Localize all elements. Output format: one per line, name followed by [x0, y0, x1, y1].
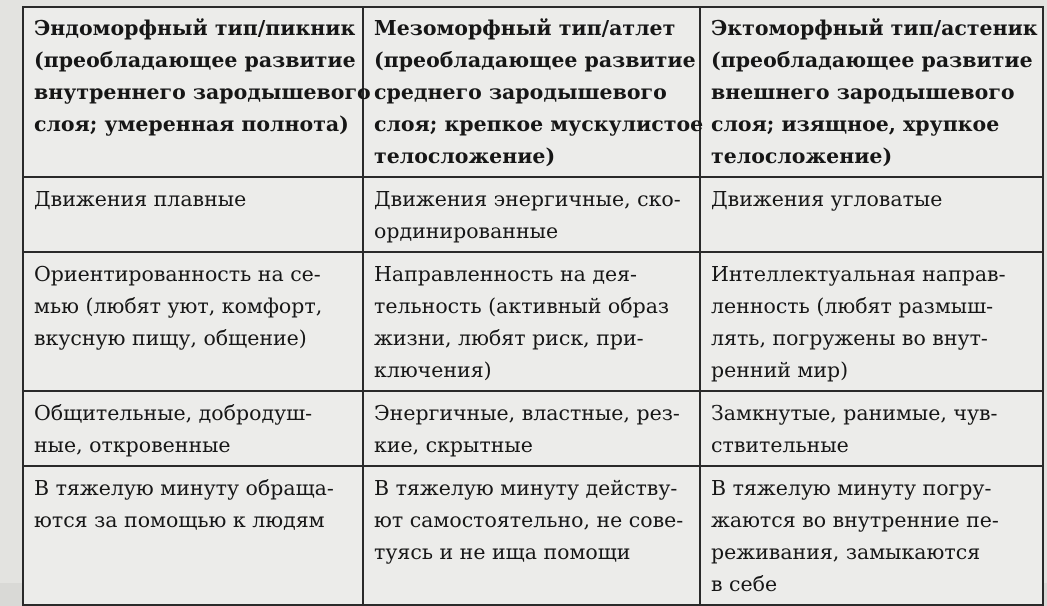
cell-line: Направленность на дея-	[374, 262, 637, 286]
table-row	[23, 252, 1043, 391]
cell-line: ются за помощью к людям	[34, 508, 325, 532]
table-cell	[700, 466, 1043, 605]
header-line: Эктоморфный тип/астеник	[711, 16, 1038, 40]
cell-line: Ориентированность на се-	[34, 262, 321, 286]
cell-line: реживания, замыкаются	[711, 540, 981, 564]
cell-line: ные, откровенные	[34, 433, 231, 457]
table-row	[23, 177, 1043, 252]
table-cell	[363, 177, 700, 252]
header-line: Мезоморфный тип/атлет	[374, 16, 676, 40]
cell-line: Движения энергичные, ско-	[374, 187, 681, 211]
header-line: (преобладающее развитие	[374, 48, 696, 72]
table-cell	[363, 466, 700, 605]
table-cell	[700, 391, 1043, 466]
table-cell	[23, 466, 363, 605]
cell-line: тельность (активный образ	[374, 294, 670, 318]
table-cell	[23, 391, 363, 466]
cell-line: кие, скрытные	[374, 433, 533, 457]
header-line: телосложение)	[374, 144, 556, 168]
cell-line: жизни, любят риск, при-	[374, 326, 644, 350]
header-line: Эндоморфный тип/пикник	[34, 16, 356, 40]
cell-line: Движения плавные	[34, 187, 247, 211]
header-mesomorph	[363, 7, 704, 177]
cell-line: ординированные	[374, 219, 559, 243]
cell-line: жаются во внутренние пе-	[711, 508, 999, 532]
header-line: (преобладающее развитие	[34, 48, 356, 72]
cell-line: ствительные	[711, 433, 849, 457]
cell-line: ренний мир)	[711, 358, 849, 382]
cell-line: лять, погружены во внут-	[711, 326, 988, 350]
cell-line: в себе	[711, 572, 778, 596]
header-line: слоя; крепкое мускулистое	[374, 112, 704, 136]
header-line: среднего зародышевого	[374, 80, 667, 104]
cell-line: Интеллектуальная направ-	[711, 262, 1006, 286]
table-cell	[700, 252, 1043, 391]
table-cell	[23, 252, 363, 391]
header-line: внешнего зародышевого	[711, 80, 1015, 104]
cell-line: ключения)	[374, 358, 492, 382]
header-line: телосложение)	[711, 144, 893, 168]
table-cell	[363, 391, 700, 466]
cell-line: Движения угловатые	[711, 187, 943, 211]
cell-line: ленность (любят размыш-	[711, 294, 994, 318]
table-cell	[700, 177, 1043, 252]
table-cell	[363, 252, 700, 391]
cell-line: В тяжелую минуту действу-	[374, 476, 678, 500]
cell-line: В тяжелую минуту погру-	[711, 476, 992, 500]
cell-line: Общительные, добродуш-	[34, 401, 313, 425]
cell-line: Замкнутые, ранимые, чув-	[711, 401, 998, 425]
table-row	[23, 466, 1043, 605]
cell-line: В тяжелую минуту обраща-	[34, 476, 334, 500]
header-line: слоя; изящное, хрупкое	[711, 112, 1000, 136]
cell-line: вкусную пищу, общение)	[34, 326, 307, 350]
header-row	[23, 7, 1043, 177]
header-ectomorph	[700, 7, 1043, 177]
body-types-table	[22, 6, 1044, 606]
header-endomorph	[23, 7, 371, 177]
header-line: (преобладающее развитие	[711, 48, 1033, 72]
cell-line: туясь и не ища помощи	[374, 540, 631, 564]
cell-line: Энергичные, властные, рез-	[374, 401, 680, 425]
header-line: слоя; умеренная полнота)	[34, 112, 349, 136]
header-line: внутреннего зародышевого	[34, 80, 371, 104]
table-cell	[23, 177, 363, 252]
cell-line: мью (любят уют, комфорт,	[34, 294, 323, 318]
table-row	[23, 391, 1043, 466]
cell-line: ют самостоятельно, не сове-	[374, 508, 684, 532]
